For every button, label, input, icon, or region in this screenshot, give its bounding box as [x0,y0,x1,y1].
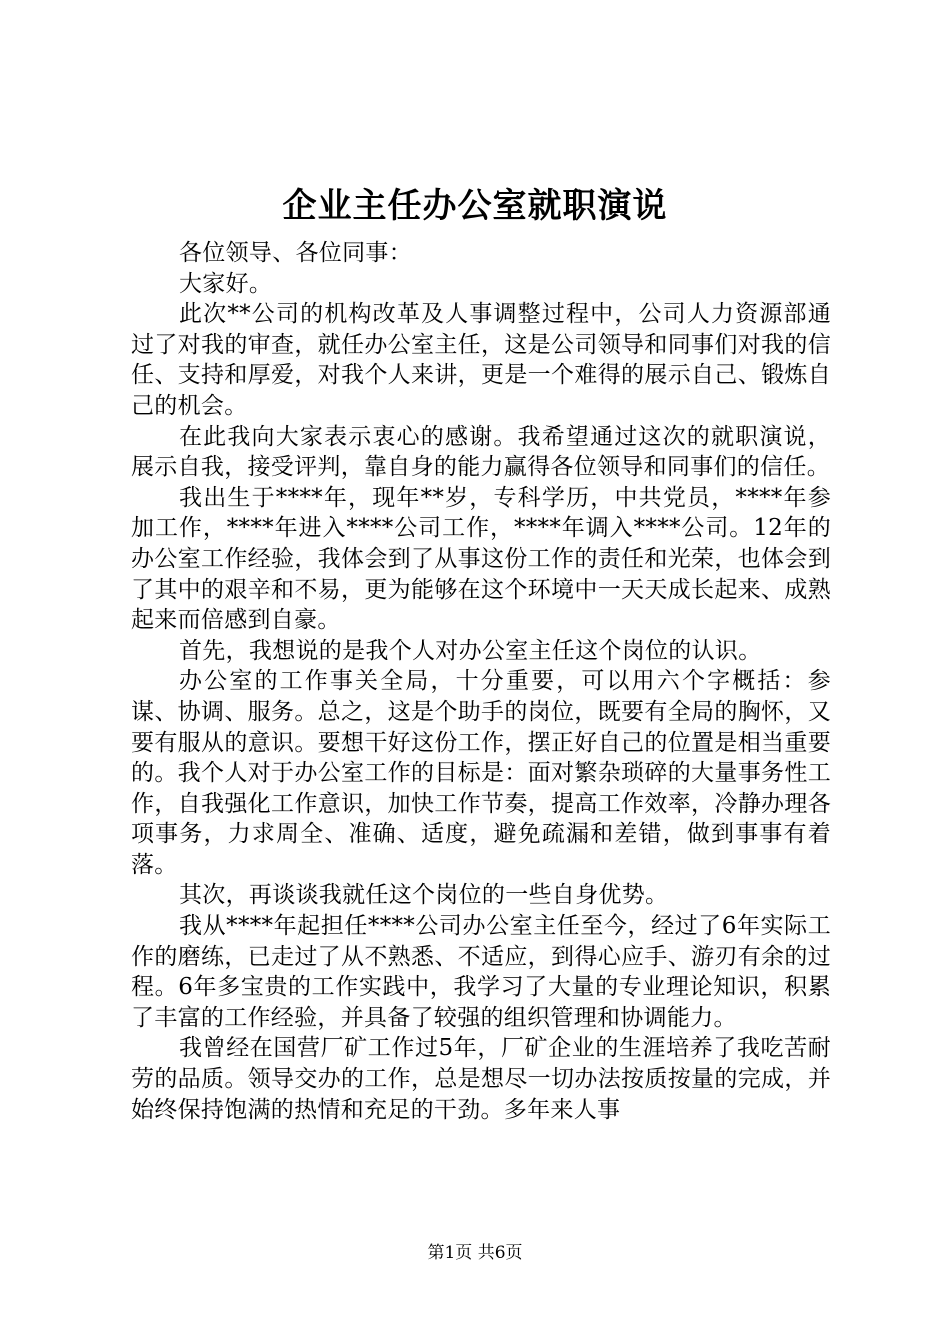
paragraph: 我从****年起担任****公司办公室主任至今，经过了6年实际工作的磨练，已走过了从不熟悉、不适应，到得心应手、游刃有余的过程。6年多宝贵的工作实践中，我学习了大量的专业理论知识，积累了丰富的工作经验，并具备了较强的组织管理和协调能力。 [131,913,831,1031]
page-number-footer: 第1页 共6页 [427,1243,523,1263]
paragraph: 首先，我想说的是我个人对办公室主任这个岗位的认识。 [179,637,762,664]
paragraph: 其次，再谈谈我就任这个岗位的一些自身优势。 [179,882,669,909]
paragraph: 此次**公司的机构改革及人事调整过程中，公司人力资源部通过了对我的审查，就任办公室主任，这是公司领导和同事们对我的信任、支持和厚爱，对我个人来讲，更是一个难得的展示自己、锻炼自己的机会。 [131,301,831,419]
paragraph: 我曾经在国营厂矿工作过5年，厂矿企业的生涯培养了我吃苦耐劳的品质。领导交办的工作，总是想尽一切办法按质按量的完成，并始终保持饱满的热情和充足的干劲。多年来人事 [131,1035,831,1123]
document-title: 企业主任办公室就职演说 [282,186,668,226]
paragraph: 我出生于****年，现年**岁，专科学历，中共党员，****年参加工作，****年进入****公司工作，****年调入****公司。12年的办公室工作经验，我体会到了从事这份工作的责任和光荣，也体会到了其中的艰辛和不易，更为能够在这个环境中一天天成长起来、成熟起来而倍感到自豪。 [131,484,831,634]
paragraph: 办公室的工作事关全局，十分重要，可以用六个字概括：参谋、协调、服务。总之，这是个助手的岗位，既要有全局的胸怀，又要有服从的意识。要想干好这份工作，摆正好自己的位置是相当重要的。我个人对于办公室工作的目标是：面对繁杂琐碎的大量事务性工作，自我强化工作意识，加快工作节奏，提高工作效率，冷静办理各项事务，力求周全、准确、适度，避免疏漏和差错，做到事事有着落。 [131,668,831,878]
document-body [131,238,831,1125]
paragraph: 各位领导、各位同事： [179,240,412,266]
paragraph: 大家好。 [179,270,273,297]
paragraph: 在此我向大家表示衷心的感谢。我希望通过这次的就职演说，展示自我，接受评判，靠自身的能力赢得各位领导和同事们的信任。 [131,423,831,481]
